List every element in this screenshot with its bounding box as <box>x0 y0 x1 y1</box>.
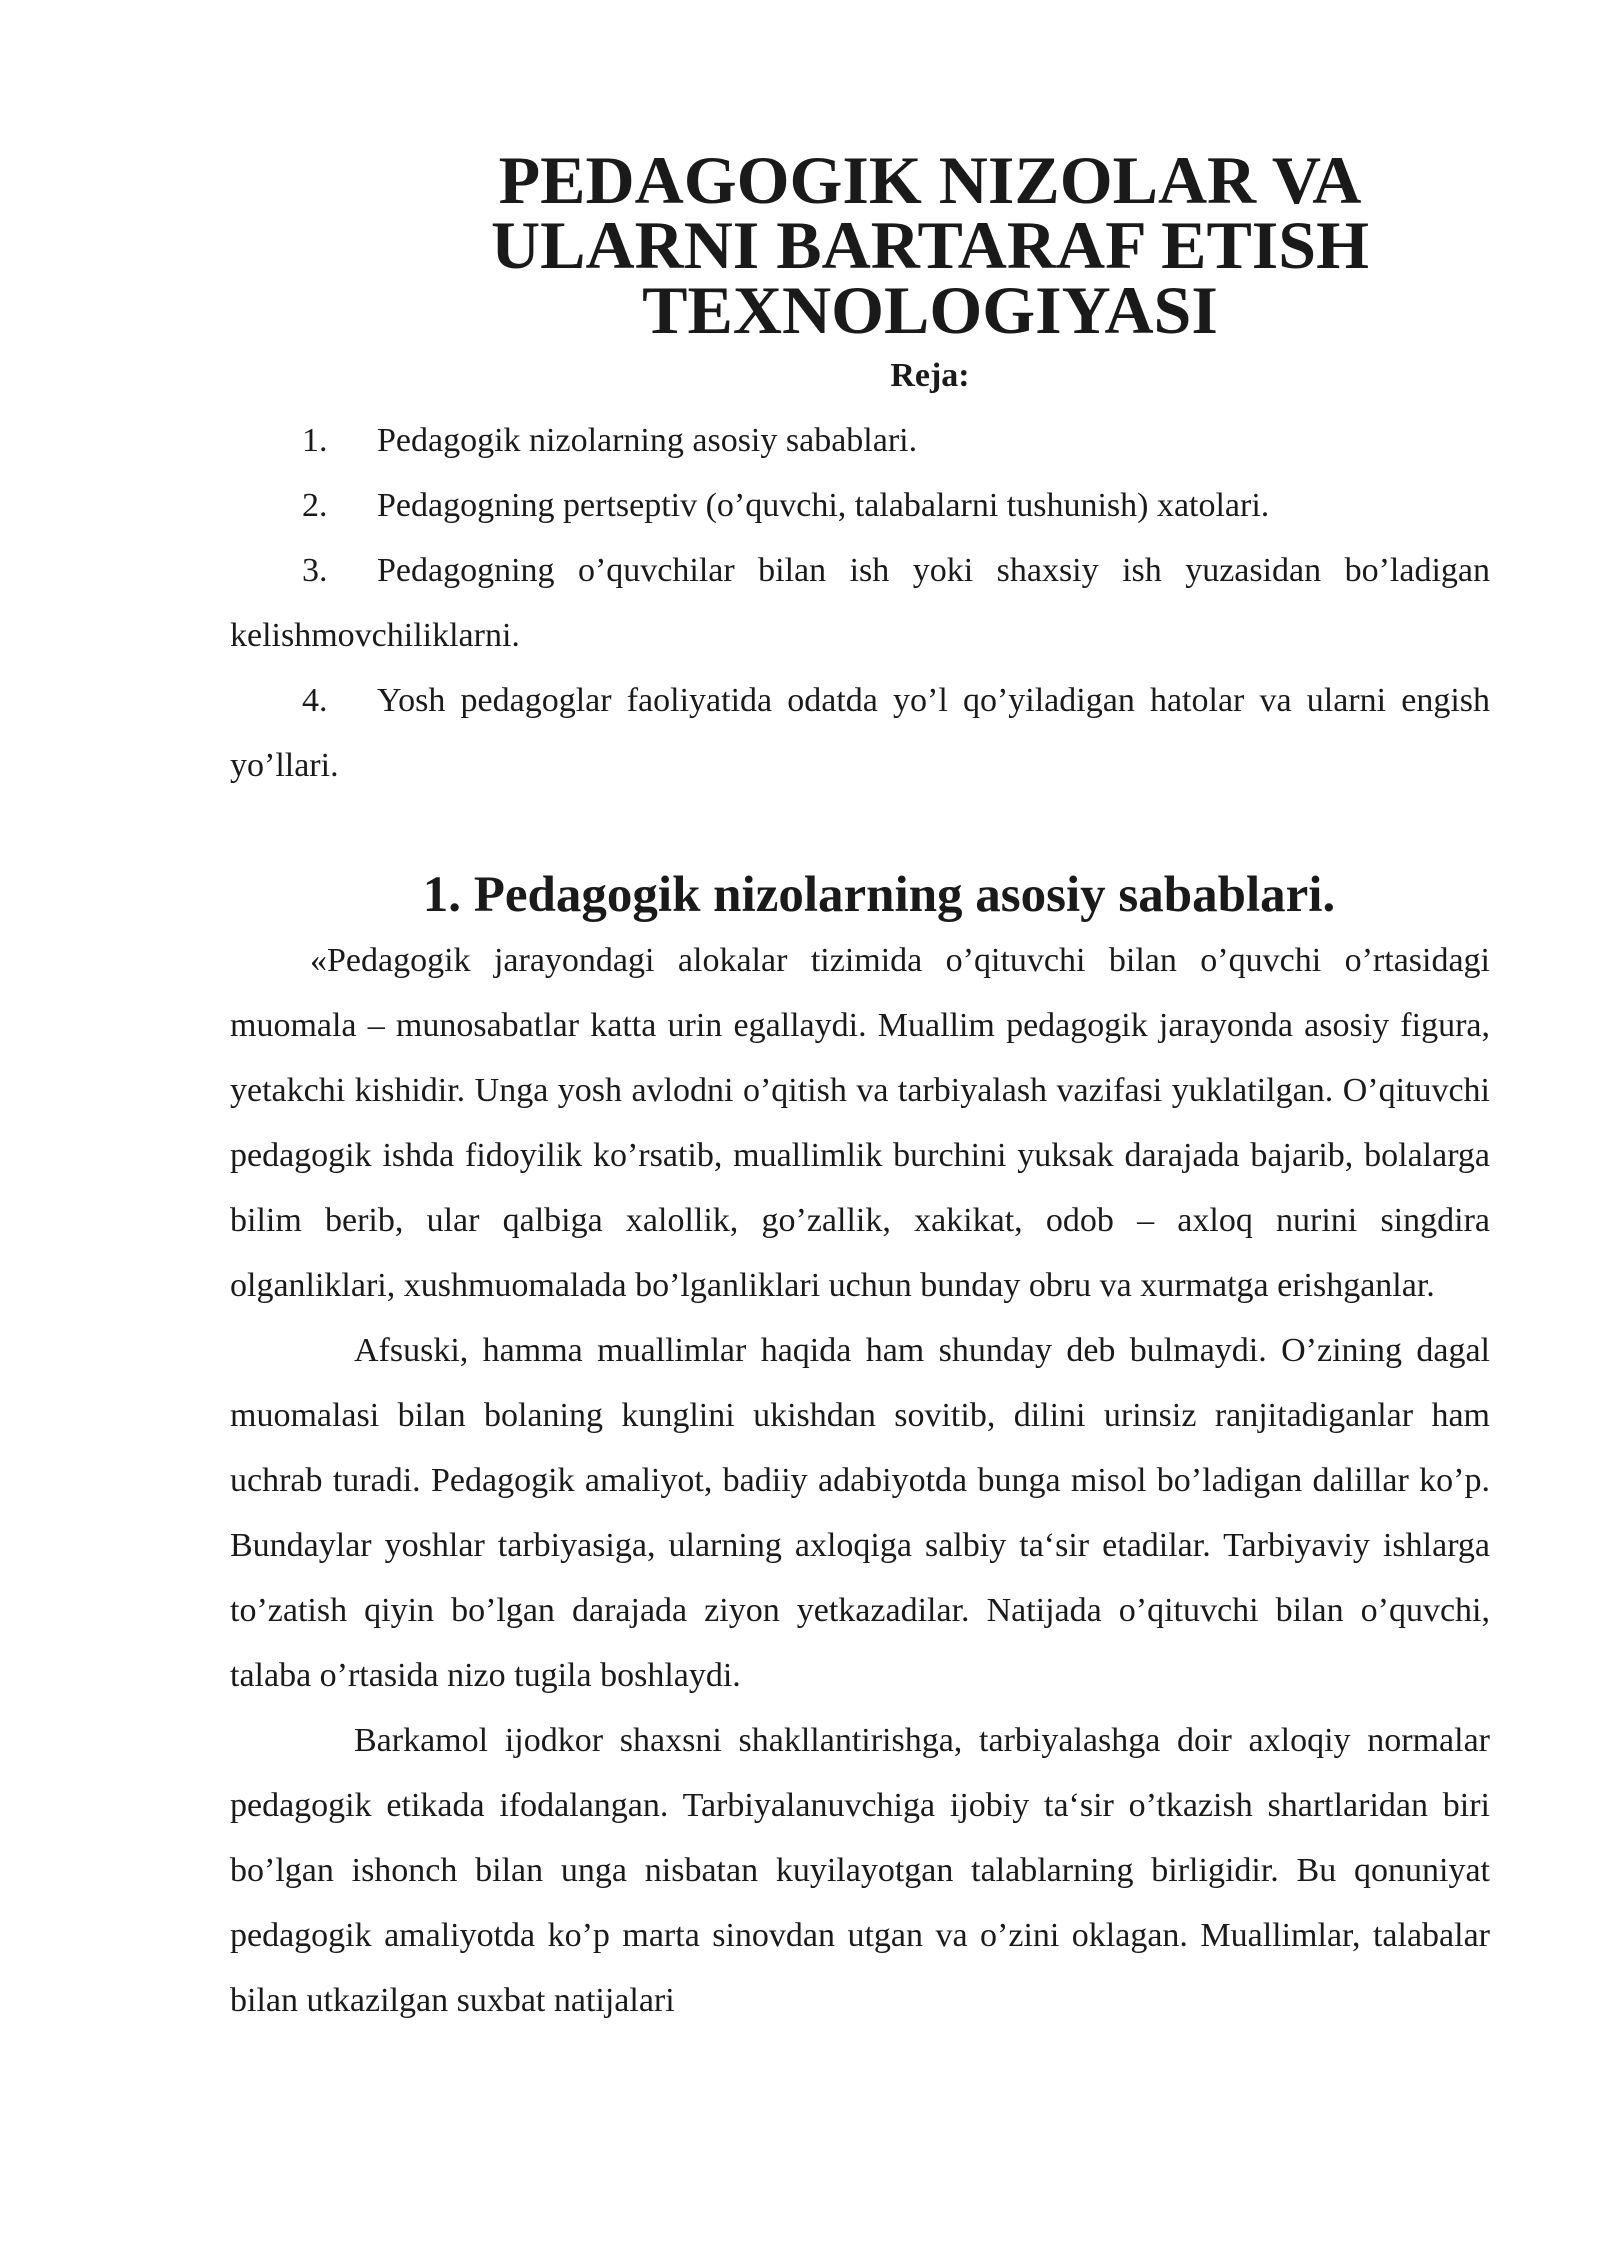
plan-item-number: 3. <box>302 552 328 589</box>
plan-item-3 <box>230 538 1490 668</box>
section-heading: 1. Pedagogik nizolarning asosiy sabablari. <box>422 867 1336 923</box>
plan-item-number: 2. <box>302 487 328 524</box>
document-body <box>230 142 1490 2033</box>
plan-item-number: 1. <box>302 422 328 459</box>
plan-item-text: Pedagogning pertseptiv (o’quvchi, talabalarni tushunish) xatolari. <box>377 487 1270 524</box>
plan-item-text: Yosh pedagoglar faoliyatida odatda yo’l qo’yiladigan hatolar va ularni engish yo’llari. <box>230 682 1490 784</box>
plan-heading: Reja: <box>890 357 970 394</box>
title-line-2: TEXNOLOGIYASI <box>642 272 1218 348</box>
section-spacer <box>230 798 1490 863</box>
body-paragraph-2: Afsuski, hamma muallimlar haqida ham shunday deb bulmaydi. O’zining dagal muomalasi bilan bolaning kunglini ukishdan sovitib, dilini urinsiz ranjitadiganlar ham uchrab turadi. Pedagogik amaliyot, badiiy adabiyotda bunga misol bo’ladigan dalillar ko’p. Bundaylar yoshlar tarbiyasiga, ularning axloqiga salbiy ta‘sir etadilar. Tarbiyaviy ishlarga to’zatish qiyin bo’lgan darajada ziyon yetkazadilar. Natijada o’qituvchi bilan o’quvchi, talaba o’rtasida nizo tugila boshlaydi. <box>230 1332 1490 1694</box>
plan-item-number: 4. <box>302 682 328 719</box>
plan-item-4 <box>230 668 1490 798</box>
plan-item-text: Pedagogik nizolarning asosiy sabablari. <box>377 422 918 459</box>
plan-item-1 <box>230 408 1490 473</box>
body-paragraph-1: «Pedagogik jarayondagi alokalar tizimida o’qituvchi bilan o’quvchi o’rtasidagi muomala – munosabatlar katta urin egallaydi. Muallim pedagogik jarayonda asosiy figura, yetakchi kishidir. Unga yosh avlodni o’qitish va tarbiyalash vazifasi yuklatilgan. O’qituvchi pedagogik ishda fidoyilik ko’rsatib, muallimlik burchini yuksak darajada bajarib, bolalarga bilim berib, ular qalbiga xalollik, go’zallik, xakikat, odob – axloq nurini singdira olganliklari, xushmuomalada bo’lganliklari uchun bunday obru va xurmatga erishganlar. <box>230 942 1490 1304</box>
plan-list <box>230 408 1490 798</box>
plan-item-text: Pedagogning o’quvchilar bilan ish yoki shaxsiy ish yuzasidan bo’ladigan kelishmovchiliklarni. <box>230 552 1490 654</box>
title-line-1: PEDAGOGIK NIZOLAR VA ULARNI BARTARAF ETISH <box>491 142 1369 283</box>
plan-item-2 <box>230 473 1490 538</box>
document-title <box>230 142 1490 348</box>
body-paragraph-3: Barkamol ijodkor shaxsni shakllantirishga, tarbiyalashga doir axloqiy normalar pedagogik etikada ifodalangan. Tarbiyalanuvchiga ijobiy ta‘sir o’tkazish shartlaridan biri bo’lgan ishonch bilan unga nisbatan kuyilayotgan talablarning birligidir. Bu qonuniyat pedagogik amaliyotda ko’p marta sinovdan utgan va o’zini oklagan. Muallimlar, talabalar bilan utkazilgan suxbat natijalari <box>230 1722 1490 2019</box>
